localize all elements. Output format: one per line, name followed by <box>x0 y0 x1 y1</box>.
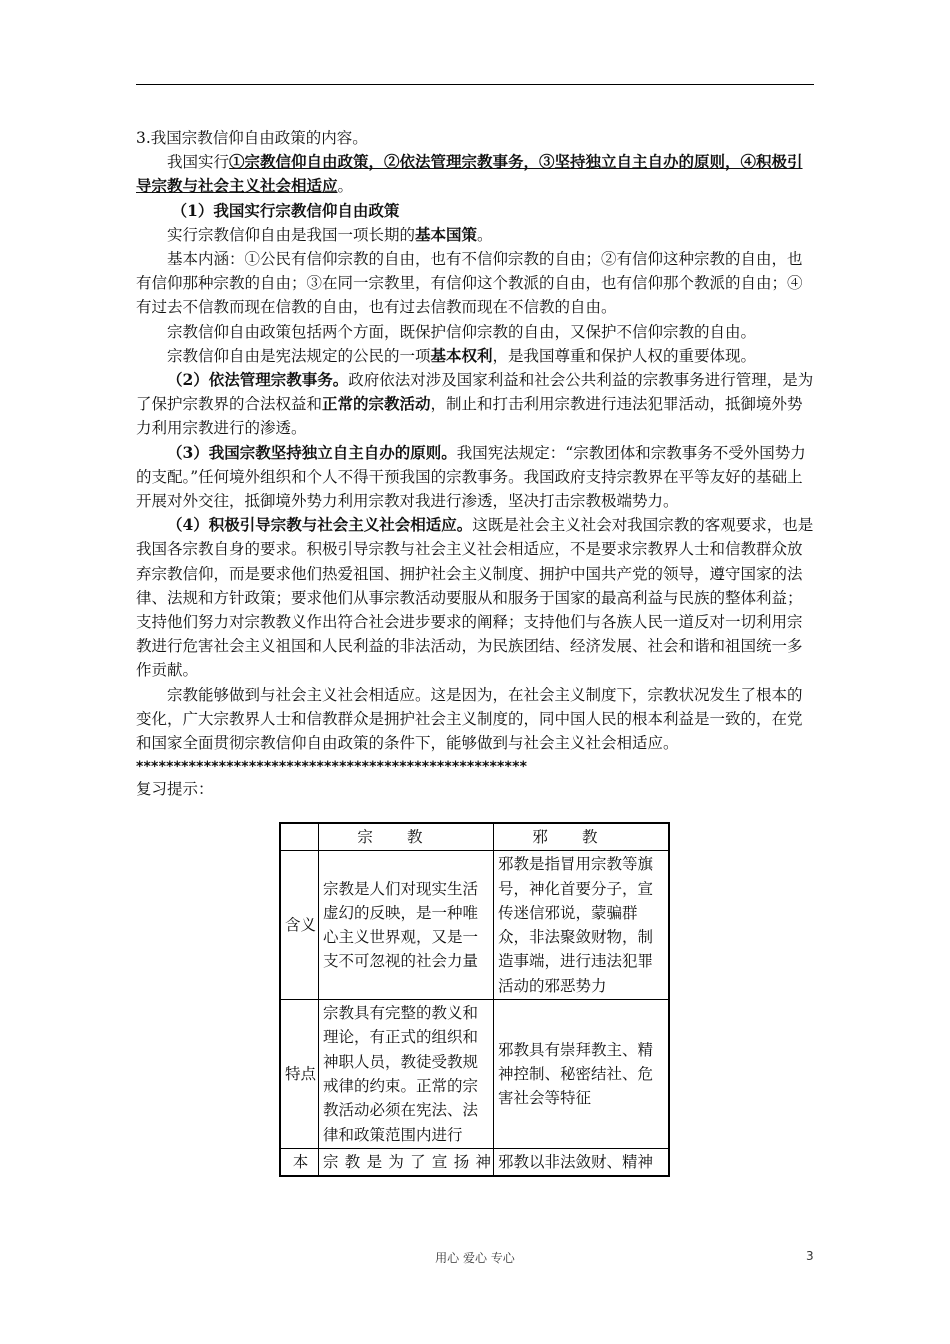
page-number: 3 <box>806 1249 814 1263</box>
s2-text-a: 政府依法对涉及国家利益和社会公共利益的宗教事务进行管理，是为了保护宗教界的合法权益和 <box>136 371 814 414</box>
row-header-essence: 本 <box>280 1148 319 1176</box>
table-cell: 宗教具有完整的教义和理论，有正式的组织和神职人员，教徒受教规戒律的约束。正常的宗教活动必须在宪法、法律和政策范围内进行 <box>319 1000 494 1149</box>
table-row <box>280 851 669 1000</box>
s1-p1-bold: 基本国策 <box>415 224 478 244</box>
footer-motto: 用心 爱心 专心 <box>435 1251 515 1265</box>
s1-paragraph-1 <box>136 223 814 247</box>
subsection-3-title: （3）我国宗教坚持独立自主自办的原则。 <box>167 442 457 462</box>
table-row <box>280 1148 669 1176</box>
table-corner-cell <box>280 823 319 851</box>
s1-paragraph-3: 宗教信仰自由政策包括两个方面，既保护信仰宗教的自由，又保护不信仰宗教的自由。 <box>167 322 757 341</box>
table-header-row <box>280 823 669 851</box>
table-cell: 宗教是为了宣扬神 <box>319 1148 494 1176</box>
s1-p4-tail: ，是我国尊重和保护人权的重要体现。 <box>492 346 757 365</box>
s3-text: 我国宪法规定：“宗教团体和宗教事务不受外国势力的支配。”任何境外组织和个人不得干预我国的宗教事务。我国政府支持宗教界在平等友好的基础上开展对外交往，抵御境外势力利用宗教对我进行渗透，坚决打击宗教极端势力。 <box>136 443 806 511</box>
s2-bold: 正常的宗教活动 <box>322 394 431 414</box>
closing-paragraph: 宗教能够做到与社会主义社会相适应。这是因为，在社会主义制度下，宗教状况发生了根本的变化，广大宗教界人士和信教群众是拥护社会主义制度的，同中国人民的根本利益是一致的，在党和国家全面贯彻宗教信仰自由政策的条件下，能够做到与社会主义社会相适应。 <box>136 685 803 753</box>
table-cell: 宗教是人们对现实生活虚幻的反映，是一种唯心主义世界观，又是一支不可忽视的社会力量 <box>319 851 494 1000</box>
row-header-meaning: 含义 <box>280 851 319 1000</box>
subsection-2 <box>136 368 814 441</box>
intro-lead: 我国实行 <box>167 153 230 172</box>
separator-line: **************************************************** <box>136 759 528 776</box>
section-heading: 3.我国宗教信仰自由政策的内容。 <box>136 129 368 147</box>
s1-paragraph-2: 基本内涵：①公民有信仰宗教的自由，也有不信仰宗教的自由；②有信仰这种宗教的自由，也有信仰那种宗教的自由；③在同一宗教里，有信仰这个教派的自由，也有信仰那个教派的自由；④有过去不信教而现在信教的自由，也有过去信教而现在不信教的自由。 <box>136 250 803 317</box>
subsection-3 <box>136 441 814 514</box>
s1-paragraph-4 <box>136 344 814 368</box>
subsection-2-title: （2）依法管理宗教事务。 <box>167 370 349 390</box>
s4-text: 这既是社会主义社会对我国宗教的客观要求，也是我国各宗教自身的要求。积极引导宗教与社会主义社会相适应，不是要求宗教界人士和信教群众放弃宗教信仰，而是要求他们热爱祖国、拥护社会主义制度、拥护中国共产党的领导，遵守国家的法律、法规和方针政策；要求他们从事宗教活动要服从和服务于国家的最高利益与民族的整体利益；支持他们努力对宗教教义作出符合社会进步要求的阐释；支持他们与各族人民一道反对一切利用宗教进行危害社会主义祖国和人民利益的非法活动，为民族团结、经济发展、社会和谐和祖国统一多作贡献。 <box>136 516 814 680</box>
table-cell: 邪教具有崇拜教主、精神控制、秘密结社、危害社会等特征 <box>494 1000 670 1149</box>
table-cell: 邪教是指冒用宗教等旗号，神化首要分子，宣传迷信邪说，蒙骗群众，非法聚敛财物，制造事端，进行违法犯罪活动的邪恶势力 <box>494 851 670 1000</box>
intro-tail: 。 <box>337 177 354 196</box>
s1-p4-text: 宗教信仰自由是宪法规定的公民的一项 <box>167 346 431 365</box>
intro-policies: ①宗教信仰自由政策，②依法管理宗教事务，③坚持独立自主自办的原则，④积极引导宗教与社会主义社会相适应 <box>136 152 803 196</box>
intro-paragraph <box>136 150 814 198</box>
s2-text-b: ，制止和打击利用宗教进行违法犯罪活动，抵御境外势力利用宗教进行的渗透。 <box>136 395 803 438</box>
comparison-table <box>279 822 670 1177</box>
subsection-4 <box>136 513 814 682</box>
header-rule <box>136 84 814 85</box>
review-label: 复习提示： <box>136 780 214 799</box>
s1-p4-bold: 基本权利 <box>430 345 493 365</box>
document-body <box>136 126 814 801</box>
table-row <box>280 1000 669 1149</box>
subsection-4-title: （4）积极引导宗教与社会主义社会相适应。 <box>167 515 473 535</box>
column-header-cult: 邪教 <box>494 823 670 851</box>
table-cell: 邪教以非法敛财、精神 <box>494 1148 670 1176</box>
subsection-1-title: （1）我国实行宗教信仰自由政策 <box>171 200 400 220</box>
column-header-religion: 宗教 <box>319 823 494 851</box>
row-header-features: 特点 <box>280 1000 319 1149</box>
s1-p1-tail: 。 <box>477 225 493 244</box>
s1-p1-text: 实行宗教信仰自由是我国一项长期的 <box>167 225 416 244</box>
